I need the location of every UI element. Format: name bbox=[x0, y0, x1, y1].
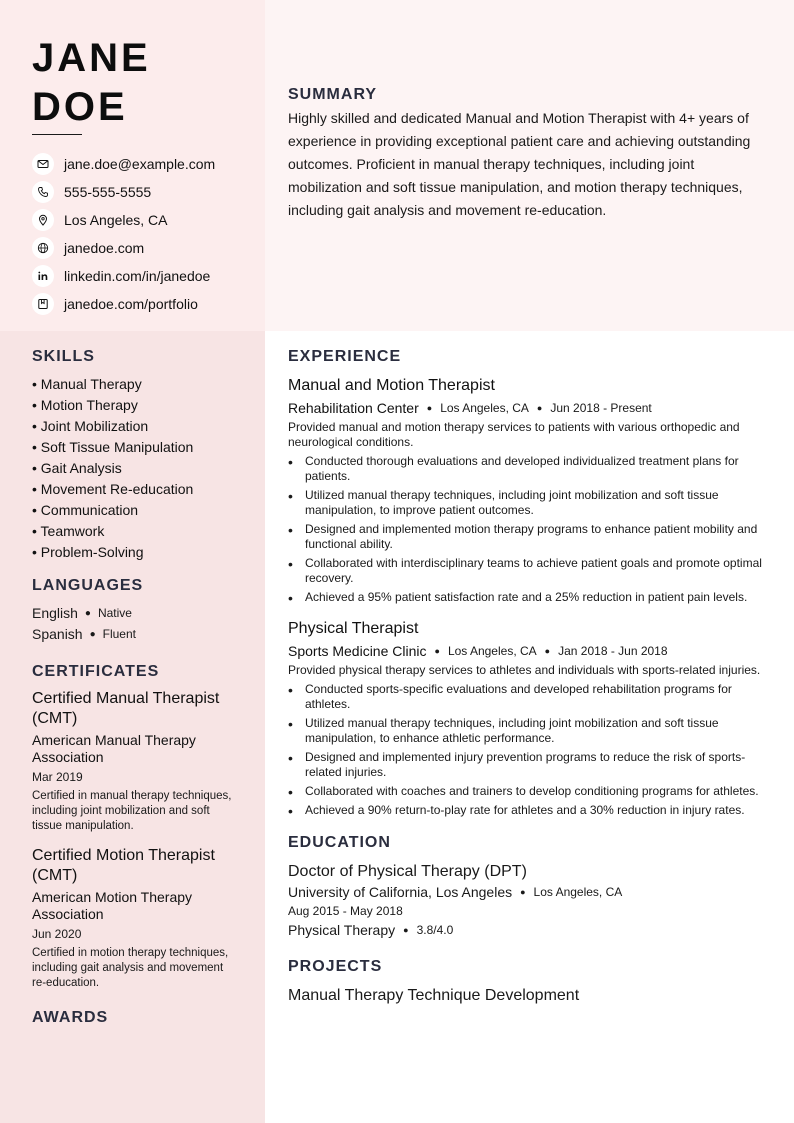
separator-dot: ● bbox=[403, 925, 409, 935]
contact-portfolio-text: janedoe.com/portfolio bbox=[64, 296, 198, 312]
contact-phone[interactable] bbox=[32, 178, 257, 206]
education-heading: EDUCATION bbox=[288, 834, 391, 851]
language-level: Fluent bbox=[102, 627, 136, 641]
job-bullet: • Collaborated with coaches and trainers to develop conditioning programs for athletes. bbox=[288, 784, 772, 799]
contact-linkedin-text: linkedin.com/in/janedoe bbox=[64, 268, 211, 284]
job-bullets bbox=[288, 682, 772, 818]
job-entry bbox=[288, 376, 772, 605]
certificate-item bbox=[32, 846, 237, 991]
skills-heading: SKILLS bbox=[32, 348, 95, 365]
languages-heading: LANGUAGES bbox=[32, 577, 144, 594]
job-location: Los Angeles, CA bbox=[440, 401, 529, 415]
skill-item: • Motion Therapy bbox=[32, 395, 237, 416]
skill-item: • Communication bbox=[32, 500, 237, 521]
education-dates: Aug 2015 - May 2018 bbox=[288, 904, 403, 918]
skill-item: • Teamwork bbox=[32, 521, 237, 542]
education-field: Physical Therapy bbox=[288, 922, 396, 938]
job-title: Manual and Motion Therapist bbox=[288, 377, 495, 394]
skill-item: • Soft Tissue Manipulation bbox=[32, 437, 237, 458]
certificate-org: American Motion Therapy Association bbox=[32, 889, 193, 922]
summary-heading: SUMMARY bbox=[288, 86, 378, 103]
phone-icon bbox=[32, 181, 54, 203]
job-bullet: • Designed and implemented motion therapy programs to enhance patient mobility and functional ability. bbox=[288, 522, 772, 552]
job-company: Rehabilitation Center bbox=[288, 400, 419, 416]
contact-website[interactable] bbox=[32, 234, 257, 262]
certificates-heading: CERTIFICATES bbox=[32, 663, 160, 680]
project-name: Manual Therapy Technique Development bbox=[288, 987, 580, 1004]
separator-dot: ● bbox=[434, 646, 440, 656]
contact-email-text: jane.doe@example.com bbox=[64, 156, 216, 172]
certificate-date: Mar 2019 bbox=[32, 770, 83, 784]
job-description: Provided physical therapy services to athletes and individuals with sports-related injuries. bbox=[288, 663, 761, 677]
job-title: Physical Therapist bbox=[288, 620, 419, 637]
job-description: Provided manual and motion therapy services to patients with various orthopedic and neurological conditions. bbox=[288, 420, 740, 449]
separator-dot: ● bbox=[536, 403, 543, 413]
language-name: English bbox=[32, 605, 78, 621]
awards-heading: AWARDS bbox=[32, 1009, 109, 1026]
job-bullet: • Conducted sports-specific evaluations and developed rehabilitation programs for athletes. bbox=[288, 682, 772, 712]
contact-list bbox=[32, 150, 257, 318]
education-school: University of California, Los Angeles bbox=[288, 884, 513, 900]
job-bullet: • Designed and implemented injury prevention programs to reduce the risk of sports-related injuries. bbox=[288, 750, 772, 780]
skill-item: • Problem-Solving bbox=[32, 542, 237, 563]
candidate-name bbox=[32, 34, 151, 132]
education-meta bbox=[288, 884, 772, 900]
job-bullet: • Utilized manual therapy techniques, including joint mobilization and soft tissue manipulation, to enhance athletic performance. bbox=[288, 716, 772, 746]
job-location: Los Angeles, CA bbox=[447, 644, 537, 658]
certificate-name: Certified Motion Therapist (CMT) bbox=[32, 847, 215, 884]
separator-dot: ● bbox=[544, 646, 551, 656]
separator-dot: ● bbox=[89, 629, 96, 640]
contact-email[interactable] bbox=[32, 150, 257, 178]
education-gpa: 3.8/4.0 bbox=[416, 923, 454, 937]
job-bullets bbox=[288, 454, 772, 605]
certificate-desc: Certified in motion therapy techniques, including gait analysis and movement re-education. bbox=[32, 947, 229, 989]
certificate-name: Certified Manual Therapist (CMT) bbox=[32, 690, 220, 727]
location-pin-icon bbox=[32, 209, 54, 231]
projects-heading: PROJECTS bbox=[288, 958, 383, 975]
contact-phone-text: 555-555-5555 bbox=[64, 184, 152, 200]
experience-heading: EXPERIENCE bbox=[288, 348, 402, 365]
certificate-desc: Certified in manual therapy techniques, including joint mobilization and soft tissue manipulation. bbox=[32, 790, 232, 832]
language-item bbox=[32, 603, 237, 624]
certificate-item bbox=[32, 689, 237, 834]
skill-item: • Gait Analysis bbox=[32, 458, 237, 479]
education-field-row bbox=[288, 922, 772, 938]
certificate-date: Jun 2020 bbox=[32, 927, 82, 941]
linkedin-icon bbox=[32, 265, 54, 287]
separator-dot: ● bbox=[84, 608, 91, 619]
contact-location bbox=[32, 206, 257, 234]
left-column bbox=[32, 348, 237, 1027]
job-bullet: • Conducted thorough evaluations and developed individualized treatment plans for patients. bbox=[288, 454, 772, 484]
contact-location-text: Los Angeles, CA bbox=[64, 212, 168, 228]
certificate-org: American Manual Therapy Association bbox=[32, 732, 196, 765]
summary-section bbox=[288, 86, 772, 222]
last-name: DOE bbox=[32, 85, 128, 129]
portfolio-icon bbox=[32, 293, 54, 315]
job-meta bbox=[288, 643, 772, 659]
job-dates: Jan 2018 - Jun 2018 bbox=[558, 644, 668, 658]
education-degree: Doctor of Physical Therapy (DPT) bbox=[288, 863, 527, 880]
skill-item: • Movement Re-education bbox=[32, 479, 237, 500]
globe-icon bbox=[32, 237, 54, 259]
job-bullet: • Utilized manual therapy techniques, including joint mobilization and soft tissue manipulation, to improve patient outcomes. bbox=[288, 488, 772, 518]
contact-linkedin[interactable] bbox=[32, 262, 257, 290]
name-divider bbox=[32, 134, 82, 135]
summary-text: Highly skilled and dedicated Manual and Motion Therapist with 4+ years of experience in providing exceptional patient care and achieving outstanding outcomes. Proficient in manual therapy techniques, including joint mobilization and soft tissue manipulation, and motion therapy techniques, including gait analysis and movement re-education. bbox=[288, 110, 751, 218]
first-name: JANE bbox=[32, 36, 151, 80]
separator-dot: ● bbox=[426, 403, 433, 413]
email-icon bbox=[32, 153, 54, 175]
job-entry bbox=[288, 619, 772, 818]
language-name: Spanish bbox=[32, 626, 83, 642]
job-dates: Jun 2018 - Present bbox=[550, 401, 652, 415]
job-meta bbox=[288, 400, 772, 416]
job-company: Sports Medicine Clinic bbox=[288, 643, 427, 659]
language-level: Native bbox=[97, 606, 132, 620]
right-column bbox=[288, 348, 772, 1006]
skill-item: • Joint Mobilization bbox=[32, 416, 237, 437]
contact-portfolio[interactable] bbox=[32, 290, 257, 318]
separator-dot: ● bbox=[520, 887, 526, 897]
education-location: Los Angeles, CA bbox=[533, 885, 623, 899]
language-item bbox=[32, 624, 237, 645]
languages-list bbox=[32, 603, 237, 645]
skills-list bbox=[32, 374, 237, 563]
skill-item: • Manual Therapy bbox=[32, 374, 237, 395]
job-bullet: • Collaborated with interdisciplinary teams to achieve patient goals and promote optimal recovery. bbox=[288, 556, 772, 586]
contact-website-text: janedoe.com bbox=[64, 240, 145, 256]
job-bullet: • Achieved a 95% patient satisfaction rate and a 25% reduction in patient pain levels. bbox=[288, 590, 772, 605]
job-bullet: • Achieved a 90% return-to-play rate for athletes and a 30% reduction in injury rates. bbox=[288, 803, 772, 818]
